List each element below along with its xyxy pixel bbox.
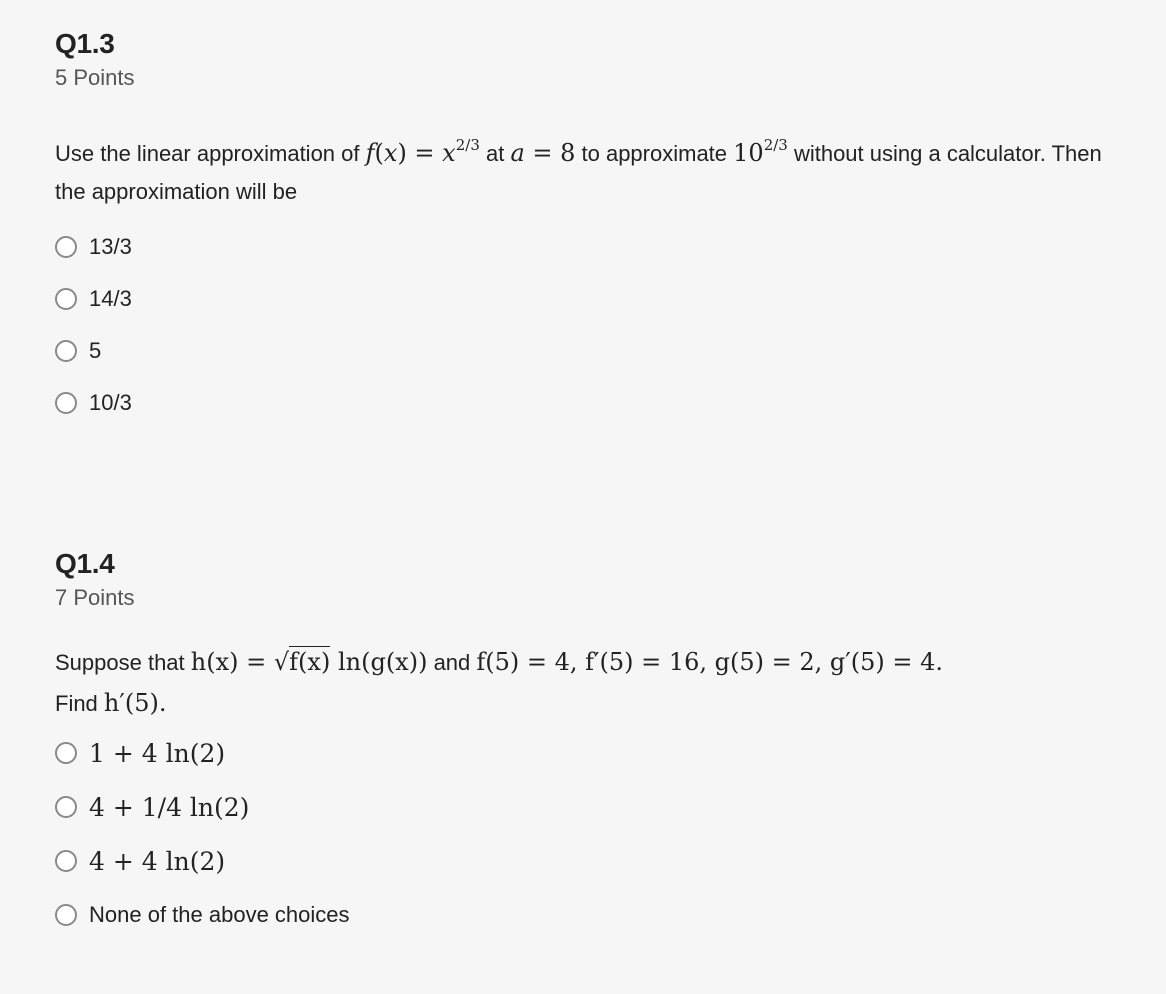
math-expression: ln(g(x)) [330, 648, 428, 676]
answer-option[interactable] [55, 780, 1135, 834]
question-text-part: Suppose that [55, 650, 191, 675]
radio-button[interactable] [55, 742, 77, 764]
question-points: 7 Points [55, 585, 135, 610]
radio-button[interactable] [55, 392, 77, 414]
option-label: 4 + 4 ln(2) [89, 846, 226, 876]
question-q1-3 [55, 27, 1135, 429]
question-q1-4 [55, 547, 1135, 942]
math-expression: h(x) = [190, 648, 274, 676]
question-title: Q1.4 [55, 548, 115, 579]
radio-button[interactable] [55, 796, 77, 818]
question-title: Q1.3 [55, 28, 115, 59]
question-text-part: without using a calculator. Then the approximation will be [55, 141, 1102, 204]
option-label: 4 + 1/4 ln(2) [89, 792, 250, 822]
math-symbol: 10 [733, 139, 764, 167]
question-text [55, 642, 1135, 724]
option-label: None of the above choices [89, 902, 350, 927]
option-label: 13/3 [89, 234, 132, 259]
math-symbol: = 8 [524, 139, 576, 167]
answer-option[interactable] [55, 221, 1135, 273]
math-symbol: f [365, 139, 375, 167]
math-expression: h′(5). [103, 689, 167, 717]
math-exponent: 2/3 [455, 136, 480, 154]
option-label: 14/3 [89, 286, 132, 311]
answer-options [55, 726, 1135, 942]
option-label: 5 [89, 338, 102, 363]
math-symbol: ( [374, 139, 384, 167]
math-symbol: x [442, 139, 456, 167]
sqrt-argument: f(x) [289, 648, 331, 676]
answer-option[interactable] [55, 726, 1135, 780]
question-text-part: Use the linear approximation of [55, 141, 366, 166]
math-symbol: ) = [397, 139, 443, 167]
math-symbol: a [510, 139, 525, 167]
answer-options [55, 221, 1135, 429]
answer-option[interactable] [55, 325, 1135, 377]
math-exponent: 2/3 [763, 136, 788, 154]
radio-button[interactable] [55, 850, 77, 872]
question-text-part: to approximate [575, 141, 734, 166]
math-symbol: x [383, 139, 398, 167]
question-text [55, 126, 1135, 211]
radio-button[interactable] [55, 236, 77, 258]
option-label: 10/3 [89, 390, 132, 415]
sqrt-symbol: √ [273, 648, 290, 676]
radio-button[interactable] [55, 904, 77, 926]
question-text-part: and [427, 650, 477, 675]
option-label: 1 + 4 ln(2) [89, 738, 226, 768]
answer-option[interactable] [55, 888, 1135, 942]
question-text-part: at [479, 141, 511, 166]
question-text-part: Find [55, 691, 104, 716]
math-expression: f(5) = 4, f′(5) = 16, g(5) = 2, g′(5) = 4. [476, 648, 943, 676]
answer-option[interactable] [55, 377, 1135, 429]
radio-button[interactable] [55, 340, 77, 362]
answer-option[interactable] [55, 834, 1135, 888]
question-points: 5 Points [55, 65, 135, 90]
answer-option[interactable] [55, 273, 1135, 325]
radio-button[interactable] [55, 288, 77, 310]
